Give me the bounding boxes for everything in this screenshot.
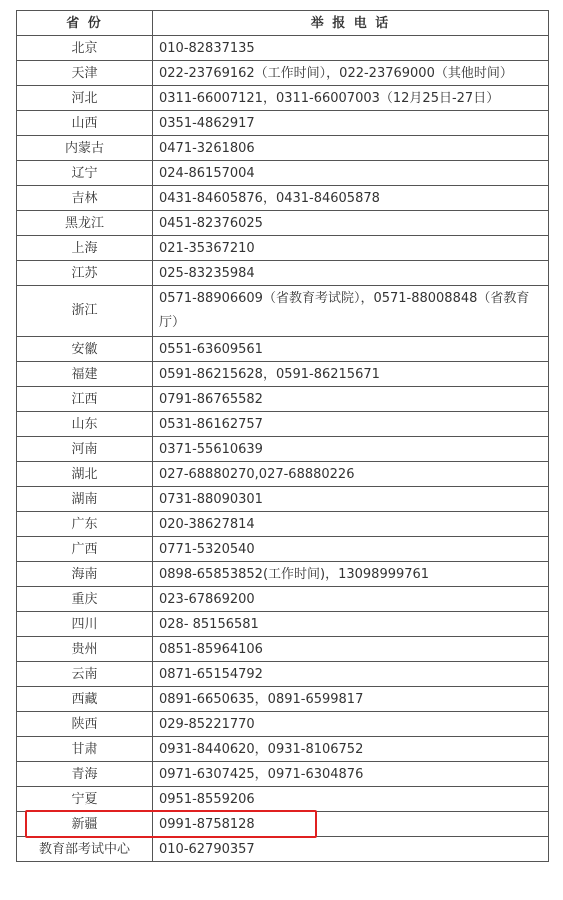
- phone-cell: 023-67869200: [153, 587, 549, 612]
- province-cell: 安徽: [17, 337, 153, 362]
- province-cell: 上海: [17, 236, 153, 261]
- table-row: [17, 136, 549, 161]
- province-cell: 甘肃: [17, 737, 153, 762]
- province-cell: 教育部考试中心: [17, 837, 153, 862]
- phone-cell: 028- 85156581: [153, 612, 549, 637]
- province-cell: 河北: [17, 86, 153, 111]
- header-phone: 举 报 电 话: [153, 11, 549, 36]
- phone-cell: 0771-5320540: [153, 537, 549, 562]
- phone-cell: 0311-66007121，0311-66007003（12月25日-27日）: [153, 86, 549, 111]
- province-cell: 广西: [17, 537, 153, 562]
- phone-cell: 025-83235984: [153, 261, 549, 286]
- province-cell: 湖南: [17, 487, 153, 512]
- table-row: [17, 186, 549, 211]
- header-province: 省 份: [17, 11, 153, 36]
- table-row: [17, 261, 549, 286]
- phone-cell: 0531-86162757: [153, 412, 549, 437]
- phone-cell: 010-62790357: [153, 837, 549, 862]
- province-cell: 重庆: [17, 587, 153, 612]
- province-cell: 江西: [17, 387, 153, 412]
- table-row: [17, 111, 549, 136]
- province-cell: 西藏: [17, 687, 153, 712]
- province-cell: 北京: [17, 36, 153, 61]
- table-row: [17, 36, 549, 61]
- table-row: [17, 637, 549, 662]
- province-cell: 河南: [17, 437, 153, 462]
- phone-cell: 0451-82376025: [153, 211, 549, 236]
- table-row: [17, 462, 549, 487]
- province-cell: 海南: [17, 562, 153, 587]
- phone-cell: 0891-6650635，0891-6599817: [153, 687, 549, 712]
- phone-cell: 0851-85964106: [153, 637, 549, 662]
- phone-cell: 0371-55610639: [153, 437, 549, 462]
- table-row: [17, 487, 549, 512]
- province-cell: 山东: [17, 412, 153, 437]
- phone-cell: 0871-65154792: [153, 662, 549, 687]
- phone-cell: 0571-88906609（省教育考试院），0571-88008848（省教育厅）: [153, 286, 549, 337]
- province-cell: 陕西: [17, 712, 153, 737]
- table-row: [17, 412, 549, 437]
- phone-cell: 0431-84605876，0431-84605878: [153, 186, 549, 211]
- province-cell: 辽宁: [17, 161, 153, 186]
- table-row: [17, 837, 549, 862]
- table-row: [17, 812, 549, 837]
- phone-cell: 0551-63609561: [153, 337, 549, 362]
- province-cell: 内蒙古: [17, 136, 153, 161]
- province-cell: 青海: [17, 762, 153, 787]
- table-row: [17, 512, 549, 537]
- table-row: [17, 537, 549, 562]
- phone-cell: 0731-88090301: [153, 487, 549, 512]
- phone-cell: 024-86157004: [153, 161, 549, 186]
- table-body: [17, 36, 549, 862]
- table-row: [17, 587, 549, 612]
- phone-cell: 010-82837135: [153, 36, 549, 61]
- province-cell: 福建: [17, 362, 153, 387]
- table-row: [17, 337, 549, 362]
- phone-cell: 0898-65853852(工作时间)，13098999761: [153, 562, 549, 587]
- table-row: [17, 737, 549, 762]
- phone-cell: 0951-8559206: [153, 787, 549, 812]
- phone-cell: 0791-86765582: [153, 387, 549, 412]
- phone-cell: 0991-8758128: [153, 812, 549, 837]
- province-cell: 广东: [17, 512, 153, 537]
- province-cell: 云南: [17, 662, 153, 687]
- phone-cell: 027-68880270,027-68880226: [153, 462, 549, 487]
- phone-cell: 0471-3261806: [153, 136, 549, 161]
- table-row: [17, 61, 549, 86]
- table-row: [17, 86, 549, 111]
- province-cell: 湖北: [17, 462, 153, 487]
- province-cell: 四川: [17, 612, 153, 637]
- table-row: [17, 362, 549, 387]
- province-cell: 黑龙江: [17, 211, 153, 236]
- phone-cell: 021-35367210: [153, 236, 549, 261]
- hotline-table-container: [16, 10, 548, 862]
- phone-cell: 022-23769162（工作时间），022-23769000（其他时间）: [153, 61, 549, 86]
- table-row: [17, 236, 549, 261]
- table-row: [17, 286, 549, 337]
- phone-cell: 0971-6307425，0971-6304876: [153, 762, 549, 787]
- phone-cell: 0591-86215628，0591-86215671: [153, 362, 549, 387]
- table-row: [17, 387, 549, 412]
- table-row: [17, 787, 549, 812]
- table-row: [17, 161, 549, 186]
- province-cell: 天津: [17, 61, 153, 86]
- phone-cell: 020-38627814: [153, 512, 549, 537]
- province-cell: 新疆: [17, 812, 153, 837]
- table-row: [17, 762, 549, 787]
- province-cell: 贵州: [17, 637, 153, 662]
- province-cell: 浙江: [17, 286, 153, 337]
- table-row: [17, 662, 549, 687]
- phone-cell: 0931-8440620，0931-8106752: [153, 737, 549, 762]
- phone-cell: 029-85221770: [153, 712, 549, 737]
- table-row: [17, 612, 549, 637]
- table-header-row: [17, 11, 549, 36]
- table-row: [17, 562, 549, 587]
- report-hotline-table: [16, 10, 549, 862]
- province-cell: 宁夏: [17, 787, 153, 812]
- province-cell: 吉林: [17, 186, 153, 211]
- table-row: [17, 437, 549, 462]
- province-cell: 江苏: [17, 261, 153, 286]
- table-row: [17, 687, 549, 712]
- table-row: [17, 712, 549, 737]
- table-row: [17, 211, 549, 236]
- phone-cell: 0351-4862917: [153, 111, 549, 136]
- province-cell: 山西: [17, 111, 153, 136]
